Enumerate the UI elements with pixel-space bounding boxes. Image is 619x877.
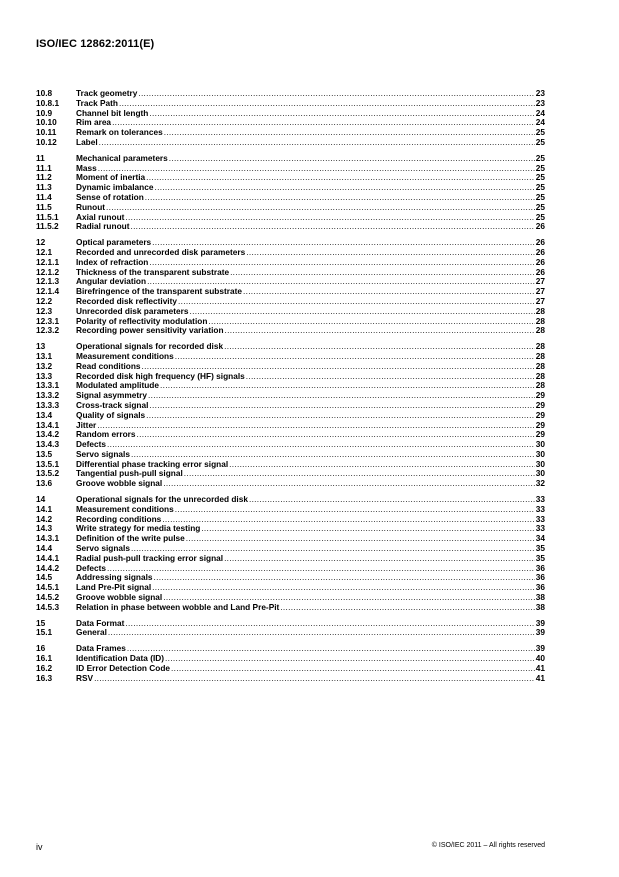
toc-entry-page: 38 <box>535 602 545 612</box>
dot-leader <box>119 99 535 109</box>
toc-entry-title: Defects <box>76 563 106 573</box>
toc-entry-title: Unrecorded disk parameters <box>76 306 189 316</box>
dot-leader <box>175 505 535 515</box>
dot-leader <box>94 674 535 684</box>
toc-section <box>36 495 545 613</box>
toc-entry-title: Track Path <box>76 98 118 108</box>
toc-entry-number: 13.6 <box>36 479 53 489</box>
toc-entry[interactable] <box>36 515 545 525</box>
toc-entry-number: 12.1 <box>36 247 53 257</box>
toc-entry-title: Remark on tolerances <box>76 128 163 138</box>
toc-entry-number: 14.5.3 <box>36 602 60 612</box>
toc-entry-title: Tangential push-pull signal <box>76 469 183 479</box>
toc-entry-title: Radial push-pull tracking error signal <box>76 553 224 563</box>
toc-section <box>36 619 545 639</box>
toc-entry-number: 12.2 <box>36 296 53 306</box>
dot-leader <box>148 391 535 401</box>
dot-leader <box>131 544 535 554</box>
toc-entry-number: 14 <box>36 495 46 505</box>
toc-entry-title: General <box>76 628 107 638</box>
toc-entry-title: Addressing signals <box>76 573 153 583</box>
toc-section <box>36 644 545 683</box>
toc-entry-number: 13.4.2 <box>36 430 60 440</box>
toc-entry-page: 34 <box>535 534 545 544</box>
toc-section <box>36 89 545 148</box>
toc-entry-title: Differential phase tracking error signal <box>76 459 229 469</box>
toc-entry-page: 28 <box>535 306 545 316</box>
dot-leader <box>154 573 535 583</box>
toc-entry-number: 13 <box>36 342 46 352</box>
toc-entry-page: 33 <box>535 524 545 534</box>
toc-entry[interactable] <box>36 583 545 593</box>
toc-entry[interactable] <box>36 109 545 119</box>
dot-leader <box>107 440 535 450</box>
toc-entry-page: 28 <box>535 326 545 336</box>
toc-entry-number: 11.5.1 <box>36 212 59 222</box>
toc-entry-number: 10.8.1 <box>36 98 60 108</box>
toc-entry-number: 12.3.1 <box>36 316 60 326</box>
toc-entry-page: 25 <box>535 202 545 212</box>
dot-leader <box>164 128 535 138</box>
toc-entry[interactable] <box>36 440 545 450</box>
toc-entry[interactable] <box>36 391 545 401</box>
dot-leader <box>152 583 535 593</box>
dot-leader <box>127 644 535 654</box>
dot-leader <box>149 401 534 411</box>
dot-leader <box>149 258 534 268</box>
toc-entry-number: 13.2 <box>36 361 53 371</box>
toc-entry-title: Operational signals for recorded disk <box>76 342 224 352</box>
toc-entry-number: 14.3 <box>36 524 53 534</box>
toc-entry-page: 29 <box>535 420 545 430</box>
toc-entry-title: Write strategy for media testing <box>76 524 201 534</box>
toc-entry[interactable] <box>36 99 545 109</box>
toc-entry-number: 12.1.2 <box>36 267 60 277</box>
dot-leader <box>224 342 535 352</box>
toc-entry[interactable] <box>36 564 545 574</box>
toc-entry-page: 26 <box>535 257 545 267</box>
toc-entry[interactable] <box>36 222 545 232</box>
toc-entry[interactable] <box>36 411 545 421</box>
toc-entry-title: Definition of the write pulse <box>76 534 185 544</box>
dot-leader <box>160 381 535 391</box>
toc-entry[interactable] <box>36 277 545 287</box>
toc-entry-page: 28 <box>535 316 545 326</box>
toc-entry-page: 29 <box>535 410 545 420</box>
toc-entry[interactable] <box>36 342 545 352</box>
toc-entry[interactable] <box>36 544 545 554</box>
toc-entry[interactable] <box>36 89 545 99</box>
toc-entry-page: 35 <box>535 544 545 554</box>
toc-entry[interactable] <box>36 421 545 431</box>
toc-entry-title: Mass <box>76 163 97 173</box>
toc-entry-number: 12.1.4 <box>36 287 60 297</box>
toc-entry-page: 26 <box>535 222 545 232</box>
toc-entry-title: Land Pre-Pit signal <box>76 583 152 593</box>
toc-entry-page: 25 <box>535 128 545 138</box>
toc-entry-title: ID Error Detection Code <box>76 663 171 673</box>
toc-entry[interactable] <box>36 524 545 534</box>
dot-leader <box>130 222 534 232</box>
toc-entry-number: 12 <box>36 238 46 248</box>
toc-entry-title: Signal asymmetry <box>76 391 148 401</box>
toc-entry-page: 25 <box>535 163 545 173</box>
dot-leader <box>175 352 535 362</box>
toc-entry[interactable] <box>36 628 545 638</box>
toc-entry[interactable] <box>36 534 545 544</box>
dot-leader <box>97 421 534 431</box>
toc-entry-page: 36 <box>535 573 545 583</box>
toc-entry[interactable] <box>36 352 545 362</box>
table-of-contents <box>36 89 545 689</box>
toc-entry-number: 12.1.3 <box>36 277 60 287</box>
toc-entry[interactable] <box>36 173 545 183</box>
toc-entry-page: 26 <box>535 267 545 277</box>
toc-entry-page: 29 <box>535 400 545 410</box>
toc-entry-page: 29 <box>535 391 545 401</box>
dot-leader <box>225 326 535 336</box>
toc-entry-title: Identification Data (ID) <box>76 654 165 664</box>
toc-entry[interactable] <box>36 268 545 278</box>
toc-entry-page: 28 <box>535 361 545 371</box>
toc-entry-number: 12.3.2 <box>36 326 60 336</box>
toc-entry-number: 13.3.1 <box>36 381 60 391</box>
page-number: iv <box>36 842 43 852</box>
dot-leader <box>186 534 535 544</box>
toc-entry-title: Index of refraction <box>76 257 149 267</box>
dot-leader <box>98 164 535 174</box>
dot-leader <box>112 118 535 128</box>
toc-entry-page: 30 <box>535 440 545 450</box>
toc-entry[interactable] <box>36 164 545 174</box>
toc-entry-title: Channel bit length <box>76 108 149 118</box>
toc-entry-title: Recorded disk high frequency (HF) signals <box>76 371 245 381</box>
toc-entry[interactable] <box>36 593 545 603</box>
toc-entry-title: Label <box>76 137 98 147</box>
dot-leader <box>246 372 535 382</box>
toc-entry-number: 12.3 <box>36 306 53 316</box>
toc-entry[interactable] <box>36 326 545 336</box>
dot-leader <box>169 154 535 164</box>
dot-leader <box>136 430 534 440</box>
dot-leader <box>131 450 535 460</box>
toc-entry-page: 41 <box>535 673 545 683</box>
dot-leader <box>230 268 535 278</box>
toc-entry-title: Runout <box>76 202 106 212</box>
toc-entry-page: 28 <box>535 371 545 381</box>
toc-entry[interactable] <box>36 297 545 307</box>
toc-entry-page: 30 <box>535 459 545 469</box>
toc-entry-page: 33 <box>535 504 545 514</box>
toc-entry[interactable] <box>36 554 545 564</box>
toc-entry-title: Optical parameters <box>76 238 152 248</box>
toc-entry-title: Birefringence of the transparent substrate <box>76 287 242 297</box>
dot-leader <box>106 203 535 213</box>
toc-entry-page: 25 <box>535 183 545 193</box>
toc-entry[interactable] <box>36 238 545 248</box>
toc-entry-page: 24 <box>535 118 545 128</box>
toc-entry-number: 11.4 <box>36 192 52 202</box>
toc-entry-number: 10.11 <box>36 128 57 138</box>
toc-entry[interactable] <box>36 430 545 440</box>
toc-entry-title: Measurement conditions <box>76 504 174 514</box>
toc-entry[interactable] <box>36 287 545 297</box>
toc-entry-page: 32 <box>535 479 545 489</box>
toc-entry-number: 13.4.1 <box>36 420 60 430</box>
toc-entry-title: Recorded disk reflectivity <box>76 296 177 306</box>
dot-leader <box>125 619 534 629</box>
dot-leader <box>99 138 535 148</box>
toc-entry-title: Angular deviation <box>76 277 147 287</box>
toc-entry-number: 13.3.3 <box>36 400 60 410</box>
toc-entry-title: Data Frames <box>76 644 126 654</box>
toc-section <box>36 154 545 232</box>
toc-entry-page: 25 <box>535 173 545 183</box>
toc-entry-number: 16.1 <box>36 654 53 664</box>
toc-entry-title: Operational signals for the unrecorded disk <box>76 495 248 505</box>
toc-entry-number: 13.3.2 <box>36 391 60 401</box>
toc-entry-page: 38 <box>535 593 545 603</box>
toc-entry-title: Servo signals <box>76 449 130 459</box>
toc-entry-title: Recorded and unrecorded disk parameters <box>76 247 246 257</box>
toc-entry-title: Moment of inertia <box>76 173 146 183</box>
toc-entry-page: 35 <box>535 553 545 563</box>
toc-entry-number: 13.4.3 <box>36 440 60 450</box>
toc-entry-title: Recording conditions <box>76 514 162 524</box>
dot-leader <box>163 593 535 603</box>
toc-entry-page: 36 <box>535 583 545 593</box>
toc-entry-title: Thickness of the transparent substrate <box>76 267 230 277</box>
toc-entry[interactable] <box>36 460 545 470</box>
document-header: ISO/IEC 12862:2011(E) <box>36 38 155 50</box>
toc-entry-page: 30 <box>535 449 545 459</box>
toc-entry-number: 14.1 <box>36 504 53 514</box>
toc-entry-title: Radial runout <box>76 222 130 232</box>
toc-entry-number: 13.5.2 <box>36 469 60 479</box>
toc-entry-page: 33 <box>535 495 545 505</box>
toc-entry-number: 15.1 <box>36 628 53 638</box>
toc-entry-page: 26 <box>535 238 545 248</box>
toc-entry-page: 26 <box>535 247 545 257</box>
toc-entry[interactable] <box>36 213 545 223</box>
toc-entry-title: Axial runout <box>76 212 125 222</box>
toc-entry-page: 24 <box>535 108 545 118</box>
dot-leader <box>171 664 535 674</box>
dot-leader <box>249 495 535 505</box>
toc-entry-title: Sense of rotation <box>76 192 144 202</box>
dot-leader <box>149 109 534 119</box>
dot-leader <box>108 628 535 638</box>
toc-entry-title: Jitter <box>76 420 97 430</box>
toc-entry-page: 28 <box>535 342 545 352</box>
toc-entry[interactable] <box>36 619 545 629</box>
toc-entry-title: Quality of signals <box>76 410 146 420</box>
toc-entry-page: 33 <box>535 514 545 524</box>
toc-entry-number: 14.5.1 <box>36 583 60 593</box>
dot-leader <box>165 654 535 664</box>
toc-entry-title: Random errors <box>76 430 136 440</box>
toc-entry-page: 29 <box>535 430 545 440</box>
toc-entry-page: 23 <box>535 89 545 98</box>
dot-leader <box>107 564 535 574</box>
dot-leader <box>142 362 535 372</box>
dot-leader <box>280 603 534 613</box>
toc-entry-page: 27 <box>535 296 545 306</box>
toc-entry[interactable] <box>36 248 545 258</box>
dot-leader <box>154 183 534 193</box>
toc-section <box>36 342 545 489</box>
toc-entry-number: 13.1 <box>36 351 53 361</box>
toc-entry-number: 15 <box>36 618 46 628</box>
dot-leader <box>152 238 535 248</box>
toc-entry-page: 25 <box>535 192 545 202</box>
toc-entry-number: 10.9 <box>36 108 53 118</box>
toc-entry-title: Recording power sensitivity variation <box>76 326 224 336</box>
toc-entry-number: 12.1.1 <box>36 257 60 267</box>
toc-entry-page: 28 <box>535 381 545 391</box>
toc-entry[interactable] <box>36 138 545 148</box>
toc-entry[interactable] <box>36 154 545 164</box>
dot-leader <box>145 193 535 203</box>
dot-leader <box>146 173 535 183</box>
toc-entry-number: 14.5 <box>36 573 53 583</box>
copyright-notice: © ISO/IEC 2011 – All rights reserved <box>431 842 545 849</box>
dot-leader <box>246 248 535 258</box>
toc-entry-title: Mechanical parameters <box>76 153 168 163</box>
toc-entry-number: 10.10 <box>36 118 57 128</box>
toc-entry[interactable] <box>36 573 545 583</box>
toc-entry-title: Servo signals <box>76 544 130 554</box>
toc-entry[interactable] <box>36 654 545 664</box>
dot-leader <box>229 460 535 470</box>
dot-leader <box>146 411 535 421</box>
toc-entry-title: Track geometry <box>76 89 138 98</box>
toc-section <box>36 238 545 336</box>
dot-leader <box>163 479 535 489</box>
toc-entry[interactable] <box>36 401 545 411</box>
dot-leader <box>201 524 534 534</box>
toc-entry-page: 25 <box>535 153 545 163</box>
toc-entry-number: 11.1 <box>36 163 52 173</box>
toc-entry-title: Defects <box>76 440 106 450</box>
toc-entry-number: 11.5.2 <box>36 222 59 232</box>
toc-entry-number: 14.2 <box>36 514 53 524</box>
toc-entry-number: 14.4.2 <box>36 563 60 573</box>
dot-leader <box>147 277 535 287</box>
toc-entry-title: Data Format <box>76 618 125 628</box>
toc-entry-page: 30 <box>535 469 545 479</box>
toc-entry-page: 39 <box>535 618 545 628</box>
toc-entry[interactable] <box>36 203 545 213</box>
toc-entry[interactable] <box>36 603 545 613</box>
toc-entry-title: Polarity of reflectivity modulation <box>76 316 208 326</box>
toc-entry[interactable] <box>36 307 545 317</box>
toc-entry-page: 41 <box>535 663 545 673</box>
toc-entry[interactable] <box>36 505 545 515</box>
dot-leader <box>190 307 535 317</box>
toc-entry[interactable] <box>36 118 545 128</box>
dot-leader <box>138 89 534 99</box>
dot-leader <box>162 515 534 525</box>
toc-entry[interactable] <box>36 372 545 382</box>
dot-leader <box>178 297 535 307</box>
toc-entry-page: 40 <box>535 654 545 664</box>
toc-entry-title: Dynamic imbalance <box>76 183 154 193</box>
toc-entry-number: 14.4 <box>36 544 53 554</box>
toc-entry-number: 13.4 <box>36 410 53 420</box>
dot-leader <box>184 469 535 479</box>
toc-entry-title: Rim area <box>76 118 112 128</box>
dot-leader <box>125 213 534 223</box>
toc-entry-number: 14.4.1 <box>36 553 60 563</box>
toc-entry[interactable] <box>36 674 545 684</box>
toc-entry[interactable] <box>36 381 545 391</box>
toc-entry-page: 27 <box>535 277 545 287</box>
toc-entry-number: 14.3.1 <box>36 534 60 544</box>
toc-entry-number: 14.5.2 <box>36 593 60 603</box>
toc-entry[interactable] <box>36 644 545 654</box>
toc-entry[interactable] <box>36 362 545 372</box>
toc-entry-page: 27 <box>535 287 545 297</box>
toc-entry-number: 16.2 <box>36 663 53 673</box>
toc-entry-number: 11.2 <box>36 173 52 183</box>
toc-entry-number: 13.5.1 <box>36 459 60 469</box>
toc-entry-number: 11 <box>36 153 45 163</box>
toc-entry-number: 11.5 <box>36 202 52 212</box>
toc-entry-title: Relation in phase between wobble and Land Pre-Pit <box>76 602 280 612</box>
dot-leader <box>208 317 534 327</box>
dot-leader <box>243 287 535 297</box>
toc-entry-title: Modulated amplitude <box>76 381 159 391</box>
toc-entry-page: 25 <box>535 212 545 222</box>
toc-entry-page: 28 <box>535 351 545 361</box>
toc-entry-page: 25 <box>535 137 545 147</box>
toc-entry-title: Groove wobble signal <box>76 479 163 489</box>
toc-entry-title: Groove wobble signal <box>76 593 163 603</box>
toc-entry-number: 10.12 <box>36 137 57 147</box>
toc-entry-page: 23 <box>535 98 545 108</box>
toc-entry-number: 10.8 <box>36 89 53 98</box>
toc-entry[interactable] <box>36 495 545 505</box>
toc-entry-title: Cross-track signal <box>76 400 149 410</box>
toc-entry-number: 16.3 <box>36 673 53 683</box>
toc-entry-page: 39 <box>535 644 545 654</box>
toc-entry-title: Measurement conditions <box>76 351 174 361</box>
toc-entry[interactable] <box>36 128 545 138</box>
toc-entry-number: 16 <box>36 644 46 654</box>
dot-leader <box>224 554 535 564</box>
toc-entry-title: RSV <box>76 673 94 683</box>
toc-entry[interactable] <box>36 258 545 268</box>
toc-entry-title: Read conditions <box>76 361 141 371</box>
toc-entry-page: 36 <box>535 563 545 573</box>
toc-entry-number: 11.3 <box>36 183 52 193</box>
toc-entry[interactable] <box>36 317 545 327</box>
toc-entry-number: 13.3 <box>36 371 53 381</box>
toc-entry[interactable] <box>36 664 545 674</box>
toc-entry[interactable] <box>36 183 545 193</box>
toc-entry-page: 39 <box>535 628 545 638</box>
toc-entry[interactable] <box>36 450 545 460</box>
toc-entry[interactable] <box>36 193 545 203</box>
toc-entry[interactable] <box>36 479 545 489</box>
toc-entry[interactable] <box>36 469 545 479</box>
toc-entry-number: 13.5 <box>36 449 53 459</box>
